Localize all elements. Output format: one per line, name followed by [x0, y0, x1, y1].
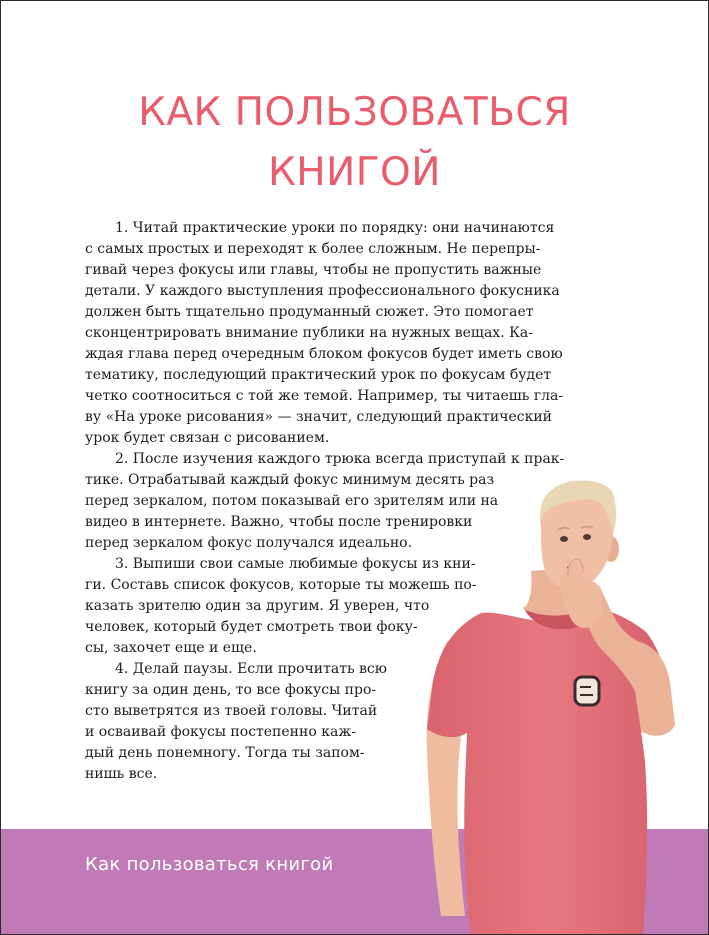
body-line: должен быть тщательно продуманный сюжет. Это помогает	[85, 304, 534, 320]
footer-title: Как пользоваться книгой	[85, 854, 334, 875]
body-line: нишь все.	[85, 766, 158, 782]
body-line: сы, захочет еще и еще.	[85, 640, 257, 656]
body-line: 2. После изучения каждого трюка всегда приступай к прак-	[115, 451, 565, 467]
body-line: 1. Читай практические уроки по порядку: они начинаются	[115, 220, 555, 236]
body-line: ву «На уроке рисования» — значит, следующий практический	[85, 409, 553, 425]
title-line-2: КНИГОЙ	[268, 150, 441, 195]
body-line: казать зрителю один за другим. Я уверен, что	[85, 598, 430, 614]
body-line: перед зеркалом, потом показывай его зрителям или на	[85, 493, 499, 509]
body-line: видео в интернете. Важно, чтобы после тренировки	[85, 514, 473, 530]
body-line: сто выветрятся из твоей головы. Читай	[85, 703, 378, 719]
body-line: гивай через фокусы или главы, чтобы не пропустить важные	[85, 262, 542, 278]
body-line: книгу за один день, то все фокусы про-	[85, 682, 377, 698]
title-line-1: КАК ПОЛЬЗОВАТЬСЯ	[138, 90, 571, 135]
body-line: с самых простых и переходят к более сложным. Не перепры-	[85, 241, 541, 257]
body-line: дый день понемногу. Тогда ты запом-	[85, 745, 365, 761]
boy-illustration	[1, 1, 708, 934]
body-line: перед зеркалом фокус получался идеально.	[85, 535, 413, 551]
body-line: 3. Выпиши свои самые любимые фокусы из кни-	[115, 556, 476, 572]
body-line: четко соотноситься с той же темой. Например, ты читаешь гла-	[85, 388, 564, 404]
body-line: ги. Составь список фокусов, которые ты можешь по-	[85, 577, 477, 593]
body-line: урок будет связан с рисованием.	[85, 430, 330, 446]
body-line: 4. Делай паузы. Если прочитать всю	[115, 661, 387, 677]
body-line: сконцентрировать внимание публики на нужных вещах. Ка-	[85, 325, 534, 341]
body-line: тике. Отрабатывай каждый фокус минимум десять раз	[85, 472, 495, 488]
body-line: человек, который будет смотреть твои фоку-	[85, 619, 418, 635]
body-line: детали. У каждого выступления профессионального фокусника	[85, 283, 560, 299]
body-line: ждая глава перед очередным блоком фокусов будет иметь свою	[85, 346, 563, 362]
body-line: и осваивай фокусы постепенно каж-	[85, 724, 356, 740]
shirt-logo	[575, 677, 599, 705]
body-line: тематику, последующий практический урок по фокусам будет	[85, 367, 552, 383]
